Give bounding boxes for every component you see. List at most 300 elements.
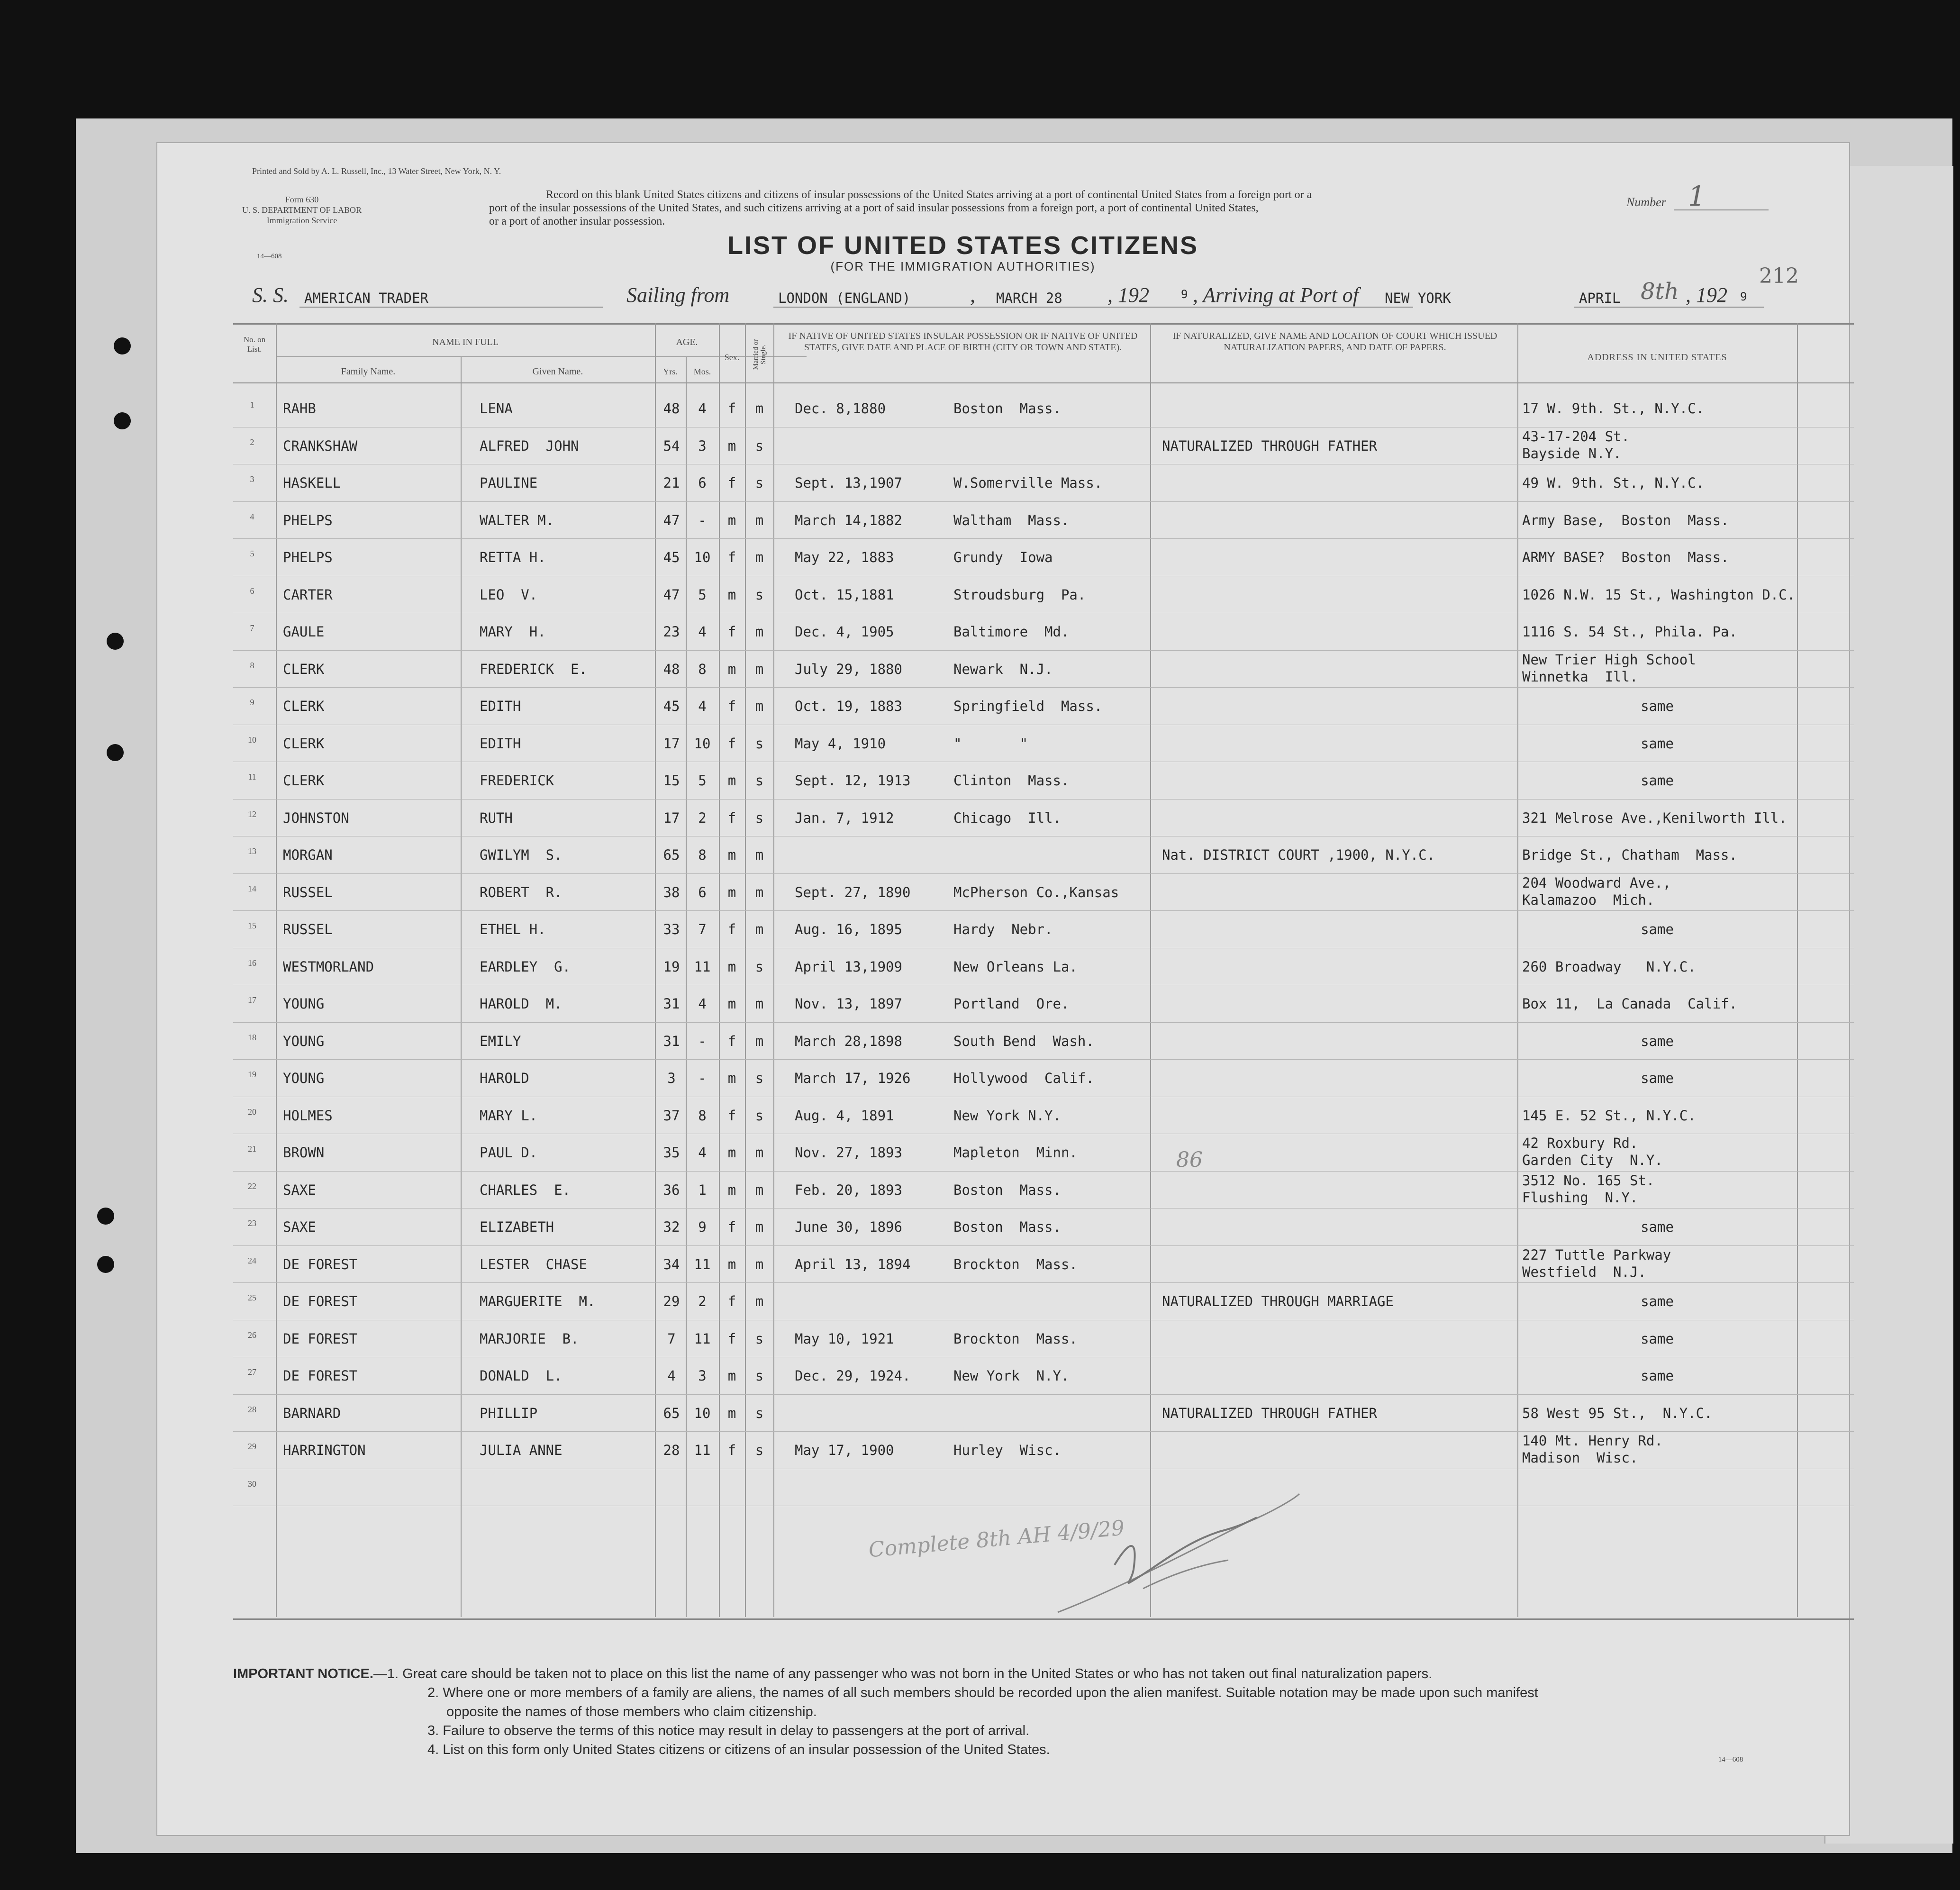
- address-line-1: same: [1641, 1330, 1674, 1347]
- address-line-1: 140 Mt. Henry Rd.: [1522, 1433, 1663, 1449]
- address-line-1: 321 Melrose Ave.,Kenilworth Ill.: [1522, 809, 1787, 826]
- address-line-2: Winnetka Ill.: [1522, 668, 1638, 685]
- marital-status: s: [755, 437, 764, 454]
- birth-date: March 14,1882: [795, 512, 902, 528]
- family-name: WESTMORLAND: [283, 958, 374, 975]
- binder-hole: [107, 744, 124, 761]
- given-name: MARJORIE B.: [480, 1330, 579, 1347]
- birth-place: Hurley Wisc.: [953, 1442, 1061, 1458]
- sailing-from: LONDON (ENGLAND): [778, 290, 911, 306]
- sex: m: [727, 1405, 736, 1421]
- marital-status: m: [755, 698, 764, 714]
- family-name: PHELPS: [283, 512, 333, 528]
- birth-date: Oct. 19, 1883: [795, 698, 902, 714]
- age-years: 65: [663, 1405, 680, 1421]
- family-name: HARRINGTON: [283, 1442, 366, 1458]
- marital-status: s: [755, 475, 764, 491]
- notice-item-3: 3. Failure to observe the terms of this notice may result in delay to passengers at the port of arrival.: [427, 1723, 1030, 1738]
- age-months: 4: [698, 624, 707, 640]
- col-divider: [461, 356, 462, 1617]
- comma: ,: [970, 283, 975, 307]
- birth-date: Oct. 15,1881: [795, 586, 894, 603]
- clerk-annotation: Complete 8th AH 4/9/29: [867, 1516, 1125, 1563]
- number-underline: [1674, 209, 1769, 210]
- age-years: 36: [663, 1181, 680, 1198]
- sex: m: [727, 661, 736, 677]
- number-label: Number: [1626, 195, 1666, 209]
- age-months: 6: [698, 884, 707, 900]
- age-years: 54: [663, 437, 680, 454]
- birth-place: Hardy Nebr.: [953, 921, 1053, 937]
- marital-status: m: [755, 512, 764, 528]
- row-number: 9: [250, 698, 254, 707]
- table-header-rule: [233, 382, 1854, 383]
- address-line-2: Westfield N.J.: [1522, 1263, 1646, 1280]
- col-mos: Mos.: [693, 367, 711, 376]
- row-number: 22: [248, 1181, 256, 1191]
- row-number: 23: [248, 1218, 256, 1228]
- family-name: CRANKSHAW: [283, 437, 358, 454]
- address-line-2: Kalamazoo Mich.: [1522, 891, 1655, 908]
- birth-date: Feb. 20, 1893: [795, 1181, 902, 1198]
- sex: m: [727, 1368, 736, 1384]
- age-months: 11: [694, 1256, 711, 1272]
- record-note-line: or a port of another insular possession.: [489, 215, 665, 227]
- address-line-1: 58 West 95 St., N.Y.C.: [1522, 1405, 1713, 1421]
- ship-underline: [299, 307, 603, 308]
- sex: f: [727, 475, 736, 491]
- marital-status: s: [755, 809, 764, 826]
- marital-status: m: [755, 1033, 764, 1049]
- family-name: CLERK: [283, 698, 325, 714]
- address-line-1: Box 11, La Canada Calif.: [1522, 996, 1737, 1012]
- family-name: YOUNG: [283, 1033, 325, 1049]
- age-years: 48: [663, 400, 680, 417]
- family-name: PHELPS: [283, 549, 333, 565]
- inspector-signature: [1048, 1470, 1314, 1622]
- arrival-day: 8th: [1641, 278, 1679, 305]
- given-name: PHILLIP: [480, 1405, 538, 1421]
- sex: m: [727, 884, 736, 900]
- marital-status: s: [755, 1070, 764, 1086]
- marital-status: m: [755, 624, 764, 640]
- row-number: 16: [248, 958, 256, 968]
- row-rule: [233, 538, 1854, 539]
- birth-place: Clinton Mass.: [953, 772, 1070, 789]
- sex: f: [727, 1107, 736, 1124]
- address-line-1: 1116 S. 54 St., Phila. Pa.: [1522, 624, 1737, 640]
- record-note-line: port of the insular possessions of the United States, and such citizens arriving at a port of said insular possessions from a foreign port, a port of continental United States,: [489, 202, 1259, 214]
- notice-heading: IMPORTANT NOTICE.: [233, 1666, 373, 1681]
- family-name: HASKELL: [283, 475, 341, 491]
- marital-status: m: [755, 549, 764, 565]
- birth-date: Jan. 7, 1912: [795, 809, 894, 826]
- col-divider: [1517, 323, 1518, 1617]
- marital-status: s: [755, 1405, 764, 1421]
- row-number: 13: [248, 846, 256, 856]
- address-line-1: 1026 N.W. 15 St., Washington D.C.: [1522, 586, 1796, 603]
- age-months: 4: [698, 1145, 707, 1161]
- marital-status: s: [755, 1442, 764, 1458]
- age-years: 21: [663, 475, 680, 491]
- notice-item-2: 2. Where one or more members of a family are aliens, the names of all such members should be recorded upon the alien manifest. Suitable notation may be made upon such manifest: [427, 1685, 1538, 1700]
- birth-place: Boston Mass.: [953, 1181, 1061, 1198]
- age-years: 35: [663, 1145, 680, 1161]
- col-married: Married or Single.: [752, 339, 767, 370]
- family-name: CLERK: [283, 661, 325, 677]
- col-birth: IF NATIVE OF UNITED STATES INSULAR POSSESSION OR IF NATIVE OF UNITED STATES, GIVE DATE AND PLACE OF BIRTH (CITY OR TOWN AND STATE).: [788, 331, 1138, 353]
- row-number: 20: [248, 1107, 256, 1117]
- age-months: 4: [698, 996, 707, 1012]
- age-years: 48: [663, 661, 680, 677]
- marital-status: m: [755, 400, 764, 417]
- notice-item-4: 4. List on this form only United States citizens or citizens of an insular possession of the United States.: [427, 1742, 1050, 1757]
- address-line-1: same: [1641, 1219, 1674, 1235]
- birth-date: Dec. 4, 1905: [795, 624, 894, 640]
- age-years: 28: [663, 1442, 680, 1458]
- department: U. S. DEPARTMENT OF LABOR: [242, 205, 362, 215]
- marital-status: s: [755, 1107, 764, 1124]
- age-months: 1: [698, 1181, 707, 1198]
- birth-date: Nov. 27, 1893: [795, 1145, 902, 1161]
- given-name: LEO V.: [480, 586, 538, 603]
- given-name: GWILYM S.: [480, 847, 563, 863]
- family-name: YOUNG: [283, 996, 325, 1012]
- age-years: 38: [663, 884, 680, 900]
- footer-form-code: 14—608: [1718, 1756, 1743, 1763]
- age-years: 65: [663, 847, 680, 863]
- address-line-1: 42 Roxbury Rd.: [1522, 1135, 1638, 1151]
- birth-place: Boston Mass.: [953, 1219, 1061, 1235]
- given-name: CHARLES E.: [480, 1181, 571, 1198]
- given-name: EDITH: [480, 735, 521, 752]
- col-no: No. on List.: [243, 335, 266, 354]
- ship-name: AMERICAN TRADER: [304, 290, 428, 306]
- address-line-2: Bayside N.Y.: [1522, 445, 1622, 462]
- birth-date: May 4, 1910: [795, 735, 886, 752]
- row-rule: [233, 1059, 1854, 1060]
- col-divider: [655, 323, 656, 1617]
- birth-date: Sept. 12, 1913: [795, 772, 911, 789]
- family-name: YOUNG: [283, 1070, 325, 1086]
- sex: f: [727, 809, 736, 826]
- important-notice: [233, 1664, 1821, 1759]
- arrival-underline: [1574, 307, 1764, 308]
- row-number: 6: [250, 586, 254, 596]
- page-title: LIST OF UNITED STATES CITIZENS: [727, 231, 1198, 260]
- form-code: 14—608: [257, 253, 282, 260]
- sex: f: [727, 1442, 736, 1458]
- arriving-label: , Arriving at Port of: [1193, 283, 1359, 307]
- address-line-1: same: [1641, 1033, 1674, 1049]
- age-months: 11: [694, 1442, 711, 1458]
- age-months: 9: [698, 1219, 707, 1235]
- age-months: 2: [698, 809, 707, 826]
- marital-status: s: [755, 735, 764, 752]
- col-naturalized: IF NATURALIZED, GIVE NAME AND LOCATION OF COURT WHICH ISSUED NATURALIZATION PAPERS, AND DATE OF PAPERS.: [1172, 331, 1497, 353]
- sex: m: [727, 847, 736, 863]
- birth-place: Boston Mass.: [953, 400, 1061, 417]
- family-name: BROWN: [283, 1145, 325, 1161]
- age-months: 7: [698, 921, 707, 937]
- sex: m: [727, 586, 736, 603]
- col-divider: [276, 323, 277, 1617]
- sex: f: [727, 549, 736, 565]
- row-number: 28: [248, 1404, 256, 1414]
- age-months: -: [698, 1033, 707, 1049]
- given-name: HAROLD: [480, 1070, 529, 1086]
- birth-date: Aug. 16, 1895: [795, 921, 902, 937]
- marital-status: m: [755, 1256, 764, 1272]
- age-months: 8: [698, 1107, 707, 1124]
- marital-status: s: [755, 1368, 764, 1384]
- marital-status: m: [755, 1219, 764, 1235]
- printer-line: Printed and Sold by A. L. Russell, Inc., 13 Water Street, New York, N. Y.: [252, 166, 501, 176]
- given-name: ETHEL H.: [480, 921, 546, 937]
- age-years: 33: [663, 921, 680, 937]
- address-line-1: same: [1641, 1293, 1674, 1309]
- sex: m: [727, 1145, 736, 1161]
- family-name: JOHNSTON: [283, 809, 349, 826]
- sex: f: [727, 1330, 736, 1347]
- sex: f: [727, 400, 736, 417]
- row-rule: [233, 687, 1854, 688]
- family-name: CARTER: [283, 586, 333, 603]
- sex: m: [727, 958, 736, 975]
- row-rule: [233, 873, 1854, 874]
- col-yrs: Yrs.: [663, 367, 678, 376]
- naturalization: Nat. DISTRICT COURT ,1900, N.Y.C.: [1162, 847, 1435, 863]
- marital-status: m: [755, 661, 764, 677]
- given-name: WALTER M.: [480, 512, 554, 528]
- sex: m: [727, 1070, 736, 1086]
- age-months: -: [698, 512, 707, 528]
- given-name: FREDERICK: [480, 772, 554, 789]
- sex: f: [727, 735, 736, 752]
- marital-status: m: [755, 1145, 764, 1161]
- family-name: DE FOREST: [283, 1368, 358, 1384]
- col-divider: [1797, 323, 1798, 1617]
- birth-date: Sept. 27, 1890: [795, 884, 911, 900]
- sex: m: [727, 1256, 736, 1272]
- birth-place: Hollywood Calif.: [953, 1070, 1094, 1086]
- given-name: ALFRED JOHN: [480, 437, 579, 454]
- age-years: 15: [663, 772, 680, 789]
- address-line-1: 49 W. 9th. St., N.Y.C.: [1522, 475, 1705, 491]
- birth-date: May 17, 1900: [795, 1442, 894, 1458]
- row-number: 15: [248, 921, 256, 930]
- sex: f: [727, 1033, 736, 1049]
- birth-place: Baltimore Md.: [953, 624, 1070, 640]
- binder-hole: [97, 1208, 114, 1225]
- age-years: 37: [663, 1107, 680, 1124]
- given-name: PAULINE: [480, 475, 538, 491]
- sex: m: [727, 437, 736, 454]
- given-name: EMILY: [480, 1033, 521, 1049]
- row-number: 1: [250, 400, 254, 409]
- address-line-1: same: [1641, 698, 1674, 714]
- given-name: DONALD L.: [480, 1368, 563, 1384]
- birth-date: May 10, 1921: [795, 1330, 894, 1347]
- given-name: MARY H.: [480, 624, 546, 640]
- family-name: DE FOREST: [283, 1330, 358, 1347]
- age-months: 10: [694, 1405, 711, 1421]
- age-years: 31: [663, 1033, 680, 1049]
- col-divider: [686, 356, 687, 1617]
- given-name: EARDLEY G.: [480, 958, 571, 975]
- birth-date: April 13,1909: [795, 958, 902, 975]
- age-months: 8: [698, 661, 707, 677]
- age-years: 23: [663, 624, 680, 640]
- col-name-in-full: NAME IN FULL: [432, 337, 499, 347]
- address-line-1: same: [1641, 921, 1674, 937]
- age-years: 45: [663, 549, 680, 565]
- birth-place: Springfield Mass.: [953, 698, 1103, 714]
- birth-date: Dec. 29, 1924.: [795, 1368, 911, 1384]
- row-number: 27: [248, 1367, 256, 1377]
- row-number: 14: [248, 883, 256, 893]
- row-rule: [233, 910, 1854, 911]
- given-name: PAUL D.: [480, 1145, 538, 1161]
- sex: m: [727, 512, 736, 528]
- marital-status: s: [755, 586, 764, 603]
- row-number: 18: [248, 1032, 256, 1042]
- birth-place: Waltham Mass.: [953, 512, 1070, 528]
- col-age: AGE.: [676, 337, 698, 347]
- age-months: -: [698, 1070, 707, 1086]
- form-number: Form 630: [285, 195, 319, 204]
- birth-place: Chicago Ill.: [953, 809, 1061, 826]
- sailing-date: MARCH 28: [996, 290, 1062, 306]
- sex: m: [727, 772, 736, 789]
- row-rule: [233, 1431, 1854, 1432]
- notice-item-1: —1. Great care should be taken not to place on this list the name of any passenger who was not born in the United States or who has not taken out final naturalization papers.: [373, 1666, 1433, 1681]
- address-line-2: Flushing N.Y.: [1522, 1189, 1638, 1206]
- row-number: 17: [248, 995, 256, 1005]
- mark-annotation: 86: [1176, 1148, 1203, 1172]
- comma: , 192: [1686, 283, 1727, 307]
- naturalization: NATURALIZED THROUGH FATHER: [1162, 437, 1377, 454]
- year-digit: 9: [1181, 288, 1188, 301]
- age-years: 32: [663, 1219, 680, 1235]
- sailing-label: Sailing from: [626, 283, 730, 307]
- row-rule: [233, 1171, 1854, 1172]
- family-name: CLERK: [283, 772, 325, 789]
- row-rule: [233, 1394, 1854, 1395]
- address-line-2: Garden City N.Y.: [1522, 1152, 1663, 1168]
- marital-status: m: [755, 996, 764, 1012]
- age-months: 8: [698, 847, 707, 863]
- given-name: HAROLD M.: [480, 996, 563, 1012]
- family-name: RUSSEL: [283, 884, 333, 900]
- address-line-1: 43-17-204 St.: [1522, 428, 1630, 445]
- sex: f: [727, 1219, 736, 1235]
- age-months: 4: [698, 698, 707, 714]
- family-name: GAULE: [283, 624, 325, 640]
- col-given-name: Given Name.: [532, 366, 583, 377]
- col-family-name: Family Name.: [341, 366, 396, 377]
- row-rule: [233, 799, 1854, 800]
- row-number: 7: [250, 623, 254, 633]
- birth-place: Mapleton Minn.: [953, 1145, 1078, 1161]
- row-rule: [233, 1282, 1854, 1283]
- row-number: 3: [250, 474, 254, 484]
- age-years: 47: [663, 586, 680, 603]
- age-years: 3: [667, 1070, 676, 1086]
- family-name: RAHB: [283, 400, 316, 417]
- given-name: RETTA H.: [480, 549, 546, 565]
- birth-place: South Bend Wash.: [953, 1033, 1094, 1049]
- age-years: 17: [663, 809, 680, 826]
- age-years: 29: [663, 1293, 680, 1309]
- marital-status: s: [755, 772, 764, 789]
- family-name: MORGAN: [283, 847, 333, 863]
- row-number: 19: [248, 1070, 256, 1079]
- record-note: [489, 188, 1745, 228]
- marital-status: m: [755, 1293, 764, 1309]
- birth-place: New Orleans La.: [953, 958, 1078, 975]
- address-line-1: 204 Woodward Ave.,: [1522, 874, 1671, 891]
- birth-place: Portland Ore.: [953, 996, 1070, 1012]
- notice-item-2-cont: opposite the names of those members who claim citizenship.: [446, 1704, 817, 1719]
- row-number: 12: [248, 809, 256, 819]
- address-line-1: same: [1641, 1070, 1674, 1086]
- manifest-page: [156, 142, 1850, 1836]
- naturalization: NATURALIZED THROUGH MARRIAGE: [1162, 1293, 1394, 1309]
- page-subtitle: (FOR THE IMMIGRATION AUTHORITIES): [830, 259, 1096, 273]
- year-prefix: , 192: [1107, 283, 1149, 307]
- address-line-1: same: [1641, 735, 1674, 752]
- birth-date: April 13, 1894: [795, 1256, 911, 1272]
- birth-place: Stroudsburg Pa.: [953, 586, 1086, 603]
- given-name: MARGUERITE M.: [480, 1293, 596, 1309]
- address-line-1: 227 Tuttle Parkway: [1522, 1246, 1671, 1263]
- age-months: 4: [698, 400, 707, 417]
- col-divider: [1150, 323, 1151, 1617]
- address-line-1: 260 Broadway N.Y.C.: [1522, 958, 1696, 975]
- address-line-1: same: [1641, 1368, 1674, 1384]
- given-name: ELIZABETH: [480, 1219, 554, 1235]
- service: Immigration Service: [266, 216, 337, 225]
- col-divider: [745, 323, 746, 1617]
- given-name: RUTH: [480, 809, 513, 826]
- record-note-line: Record on this blank United States citizens and citizens of insular possessions of the United States arriving at a port of continental United States from a foreign port or a: [546, 189, 1312, 201]
- row-number: 2: [250, 437, 254, 447]
- birth-place: Grundy Iowa: [953, 549, 1053, 565]
- address-line-1: Army Base, Boston Mass.: [1522, 512, 1729, 528]
- birth-date: May 22, 1883: [795, 549, 894, 565]
- family-name: SAXE: [283, 1181, 316, 1198]
- family-name: DE FOREST: [283, 1293, 358, 1309]
- row-number: 4: [250, 511, 254, 521]
- age-header-rule: [655, 356, 726, 357]
- address-line-1: 145 E. 52 St., N.Y.C.: [1522, 1107, 1696, 1124]
- arrival-month: APRIL: [1579, 290, 1621, 306]
- marital-status: m: [755, 847, 764, 863]
- row-number: 30: [248, 1479, 256, 1489]
- birth-place: McPherson Co.,Kansas: [953, 884, 1119, 900]
- age-years: 4: [667, 1368, 676, 1384]
- marital-status: s: [755, 958, 764, 975]
- age-months: 5: [698, 772, 707, 789]
- page-number: 212: [1759, 264, 1799, 288]
- given-name: FREDERICK E.: [480, 661, 587, 677]
- age-years: 19: [663, 958, 680, 975]
- age-months: 11: [694, 1330, 711, 1347]
- address-line-1: same: [1641, 772, 1674, 789]
- birth-place: Brockton Mass.: [953, 1256, 1078, 1272]
- marital-status: s: [755, 1330, 764, 1347]
